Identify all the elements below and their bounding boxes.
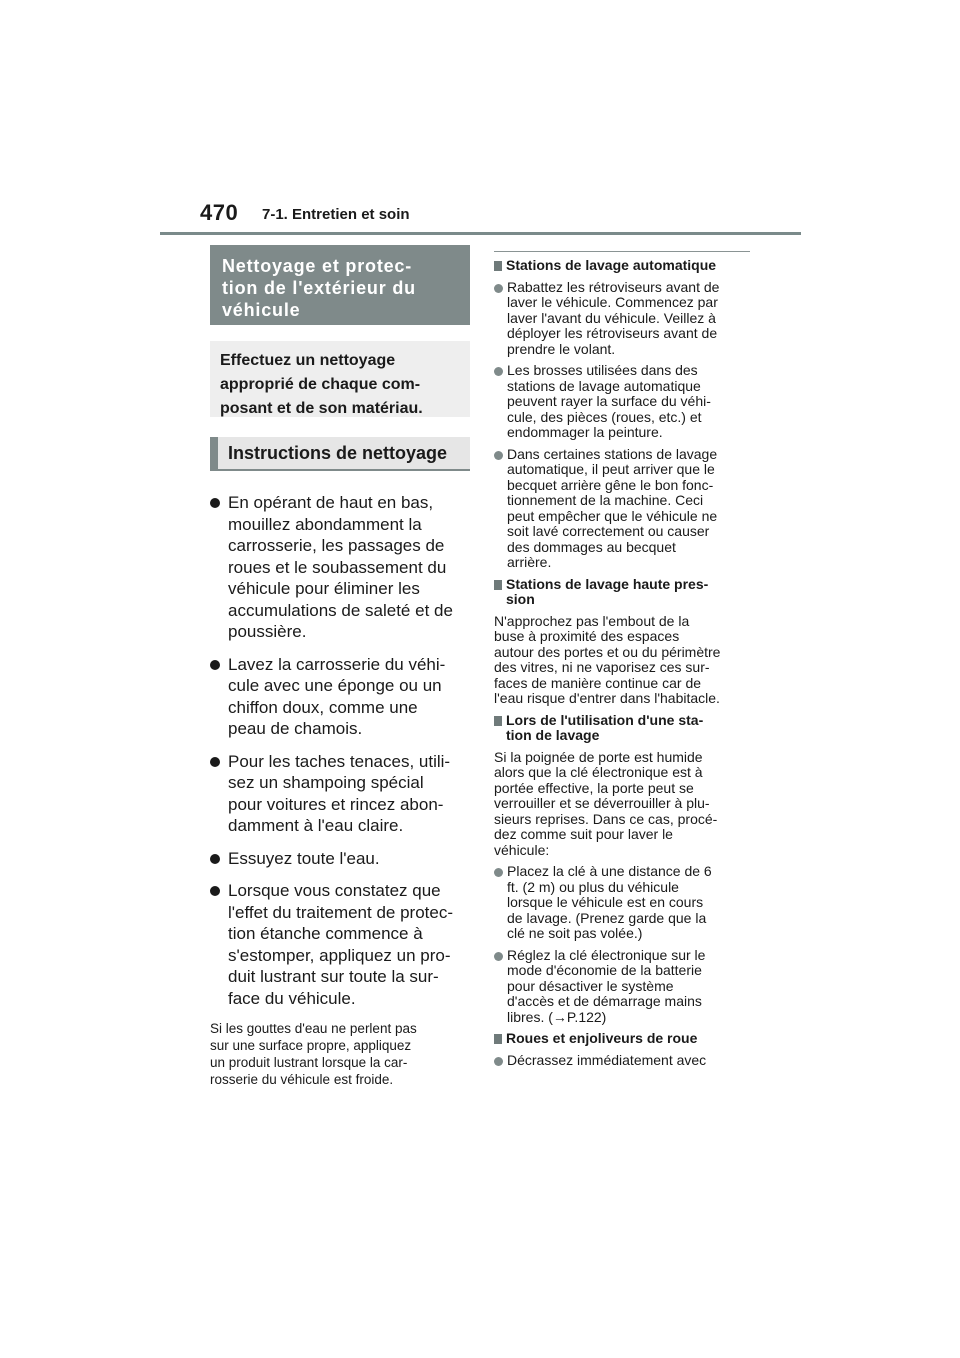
list-item-line: En opérant de haut en bas, xyxy=(228,493,434,512)
list-item xyxy=(210,492,470,643)
bullet-icon xyxy=(210,757,220,767)
list-item-line: s'estomper, appliquez un pro- xyxy=(228,945,451,965)
subtitle-line: Effectuez un nettoyage xyxy=(220,352,396,369)
list-item-line: Lavez la carrosserie du véhi- xyxy=(228,654,446,674)
title-line: tion de l'extérieur du xyxy=(222,278,416,298)
title-line: véhicule xyxy=(222,300,301,320)
list-item-line: tion étanche commence à xyxy=(228,924,423,943)
list-item-line: poussière. xyxy=(228,622,307,641)
bullet-icon xyxy=(494,868,503,877)
square-bullet-icon xyxy=(494,1034,502,1044)
bullet-icon xyxy=(210,498,220,508)
list-item-line: d'accès et de démarrage mains xyxy=(507,993,702,1009)
paragraph-line: dez comme suit pour laver le xyxy=(494,826,673,842)
bullet-icon xyxy=(210,854,220,864)
subtitle-line: posant et de son matériau. xyxy=(220,400,423,417)
subsection-heading xyxy=(494,1031,750,1047)
list-item-line: soit lavé correctement ou causer xyxy=(507,523,710,539)
list-item-line: mouillez abondamment la xyxy=(228,514,422,534)
square-bullet-icon xyxy=(494,580,502,590)
paragraph-line: N'approchez pas l'embout de la xyxy=(494,612,690,629)
subsection-heading-line: Stations de lavage haute pres- xyxy=(506,575,709,592)
subsection-heading-line: tion de lavage xyxy=(506,727,600,743)
list-item-line: peau de chamois. xyxy=(228,719,363,738)
list-item-line: face du véhicule. xyxy=(228,988,356,1008)
bullet-icon xyxy=(494,367,503,376)
instructions-list xyxy=(210,492,470,1009)
list-item-line: arrière. xyxy=(507,554,552,570)
paragraph-line: portée effective, la porte peut se xyxy=(494,779,694,796)
list-item xyxy=(210,751,470,837)
list-item-line: peuvent rayer la surface du véhi- xyxy=(507,393,711,409)
paragraph xyxy=(494,750,750,859)
subsection-heading-line: Roues et enjoliveurs de roue xyxy=(506,1030,698,1046)
paragraph xyxy=(494,614,750,707)
paragraph-line: alors que la clé électronique est à xyxy=(494,764,703,780)
subsection-heading-line: sion xyxy=(506,591,535,607)
right-column xyxy=(494,251,750,1074)
list-item-line: laver l'avant du véhicule. Veillez à xyxy=(507,309,716,326)
note-line: sur une surface propre, appliquez xyxy=(210,1038,412,1053)
title-line: Nettoyage et protec- xyxy=(222,256,413,276)
right-rule xyxy=(494,251,750,252)
paragraph-line: faces de manière continue car de xyxy=(494,674,702,691)
paragraph-line: autour des portes et ou du périmètre xyxy=(494,643,721,660)
page-header xyxy=(0,0,960,240)
list-item-line: duit lustrant sur toute la sur- xyxy=(228,967,439,986)
list-item-line: damment à l'eau claire. xyxy=(228,816,404,835)
list-item xyxy=(210,654,470,740)
bullet-icon xyxy=(494,284,503,293)
list-item xyxy=(494,280,750,358)
list-item-line: Les brosses utilisées dans des xyxy=(507,362,698,378)
bullet-icon xyxy=(210,660,220,670)
list-item-line: Décrassez immédiatement avec xyxy=(507,1051,707,1068)
list-item-line: chiffon doux, comme une xyxy=(228,697,418,717)
section-title-box xyxy=(210,245,470,325)
list-item-line: Pour les taches tenaces, utili- xyxy=(228,751,451,771)
list-item-line: de lavage. (Prenez garde que la xyxy=(507,909,707,926)
list-item-line: déployer les rétroviseurs avant de xyxy=(507,325,718,341)
paragraph-line: verrouiller et se déverrouiller à plu- xyxy=(494,795,710,811)
list-item-line: prendre le volant. xyxy=(507,340,616,357)
list-item-line: becquet arrière gêne le bon fonc- xyxy=(507,476,714,493)
subsection-heading xyxy=(494,258,750,274)
list-item xyxy=(210,848,470,870)
section-title: 7-1. Entretien et soin xyxy=(262,206,410,223)
list-item xyxy=(494,363,750,441)
list-item xyxy=(494,948,750,1026)
list-item-line: des dommages au becquet xyxy=(507,538,676,555)
right-sections xyxy=(494,258,750,1068)
note-text xyxy=(210,1020,470,1088)
list-item-line: Dans certaines stations de lavage xyxy=(507,445,718,462)
list-item xyxy=(494,447,750,571)
list-item-line: l'effet du traitement de protec- xyxy=(228,902,454,922)
paragraph-line: buse à proximité des espaces xyxy=(494,628,680,644)
list-item-line: cule avec une éponge ou un xyxy=(228,676,442,695)
paragraph-line: l'eau risque d'entrer dans l'habitacle. xyxy=(494,690,720,706)
header-rule xyxy=(160,232,801,235)
subsection-heading xyxy=(494,713,750,744)
list-item-line: pour voitures et rincez abon- xyxy=(228,794,444,814)
square-bullet-icon xyxy=(494,716,502,726)
subsection-heading-line: Stations de lavage automatique xyxy=(506,257,717,273)
list-item-line: carrosserie, les passages de xyxy=(228,536,445,555)
list-item-line: automatique, il peut arriver que le xyxy=(507,461,715,477)
paragraph-line: des vitres, ni ne vaporisez ces sur- xyxy=(494,659,710,675)
list-item xyxy=(494,1053,750,1069)
subsection-heading-line: Lors de l'utilisation d'une sta- xyxy=(506,711,704,728)
list-item xyxy=(494,864,750,942)
list-item-line: mode d'économie de la batterie xyxy=(507,962,702,978)
paragraph-line: véhicule: xyxy=(494,841,550,858)
list-item-line: cule, des pièces (roues, etc.) et xyxy=(507,408,702,425)
square-bullet-icon xyxy=(494,261,502,271)
list-item-line: Réglez la clé électronique sur le xyxy=(507,946,706,963)
list-item-line: lorsque le véhicule est en cours xyxy=(507,894,704,910)
bullet-icon xyxy=(210,886,220,896)
list-item-line: Placez la clé à une distance de 6 xyxy=(507,863,712,879)
bullet-list xyxy=(494,1053,750,1069)
list-item-line: roues et le soubassement du xyxy=(228,557,447,577)
paragraph-line: Si la poignée de porte est humide xyxy=(494,748,703,765)
subsection-heading xyxy=(494,577,750,608)
list-item-line: ft. (2 m) ou plus du véhicule xyxy=(507,878,679,895)
list-item-line: sez un shampoing spécial xyxy=(228,773,424,792)
left-column xyxy=(210,245,470,1088)
list-item-line: laver le véhicule. Commencez par xyxy=(507,294,718,310)
page-number: 470 xyxy=(200,200,239,225)
list-item-line: Lorsque vous constatez que xyxy=(228,881,441,900)
bullet-icon xyxy=(494,1057,503,1066)
list-item-line: endommager la peinture. xyxy=(507,424,663,440)
list-item-line: Rabattez les rétroviseurs avant de xyxy=(507,278,720,295)
bullet-icon xyxy=(494,451,503,460)
list-item-line: Essuyez toute l'eau. xyxy=(228,848,380,868)
list-item xyxy=(210,880,470,1009)
list-item-line: véhicule pour éliminer les xyxy=(228,579,420,598)
note-line: un produit lustrant lorsque la car- xyxy=(210,1055,408,1070)
list-item-line: peut empêcher que le véhicule ne xyxy=(507,507,718,524)
list-item-line: pour désactiver le système xyxy=(507,977,674,994)
list-item-line: stations de lavage automatique xyxy=(507,377,701,394)
list-item-line: tionnement de la machine. Ceci xyxy=(507,492,704,508)
note-line: rosserie du véhicule est froide. xyxy=(210,1072,394,1087)
subtitle-box xyxy=(210,341,470,417)
list-item-line: libres. (→P.122) xyxy=(507,1008,607,1025)
instructions-heading: Instructions de nettoyage xyxy=(210,437,470,471)
list-item-line: accumulations de saleté et de xyxy=(228,600,453,620)
note-line: Si les gouttes d'eau ne perlent pas xyxy=(210,1021,417,1036)
paragraph-line: sieurs reprises. Dans ce cas, procé- xyxy=(494,810,718,827)
bullet-list xyxy=(494,280,750,571)
bullet-icon xyxy=(494,952,503,961)
list-item-line: clé ne soit pas volée.) xyxy=(507,925,643,941)
subtitle-line: approprié de chaque com- xyxy=(220,376,421,393)
bullet-list xyxy=(494,864,750,1025)
